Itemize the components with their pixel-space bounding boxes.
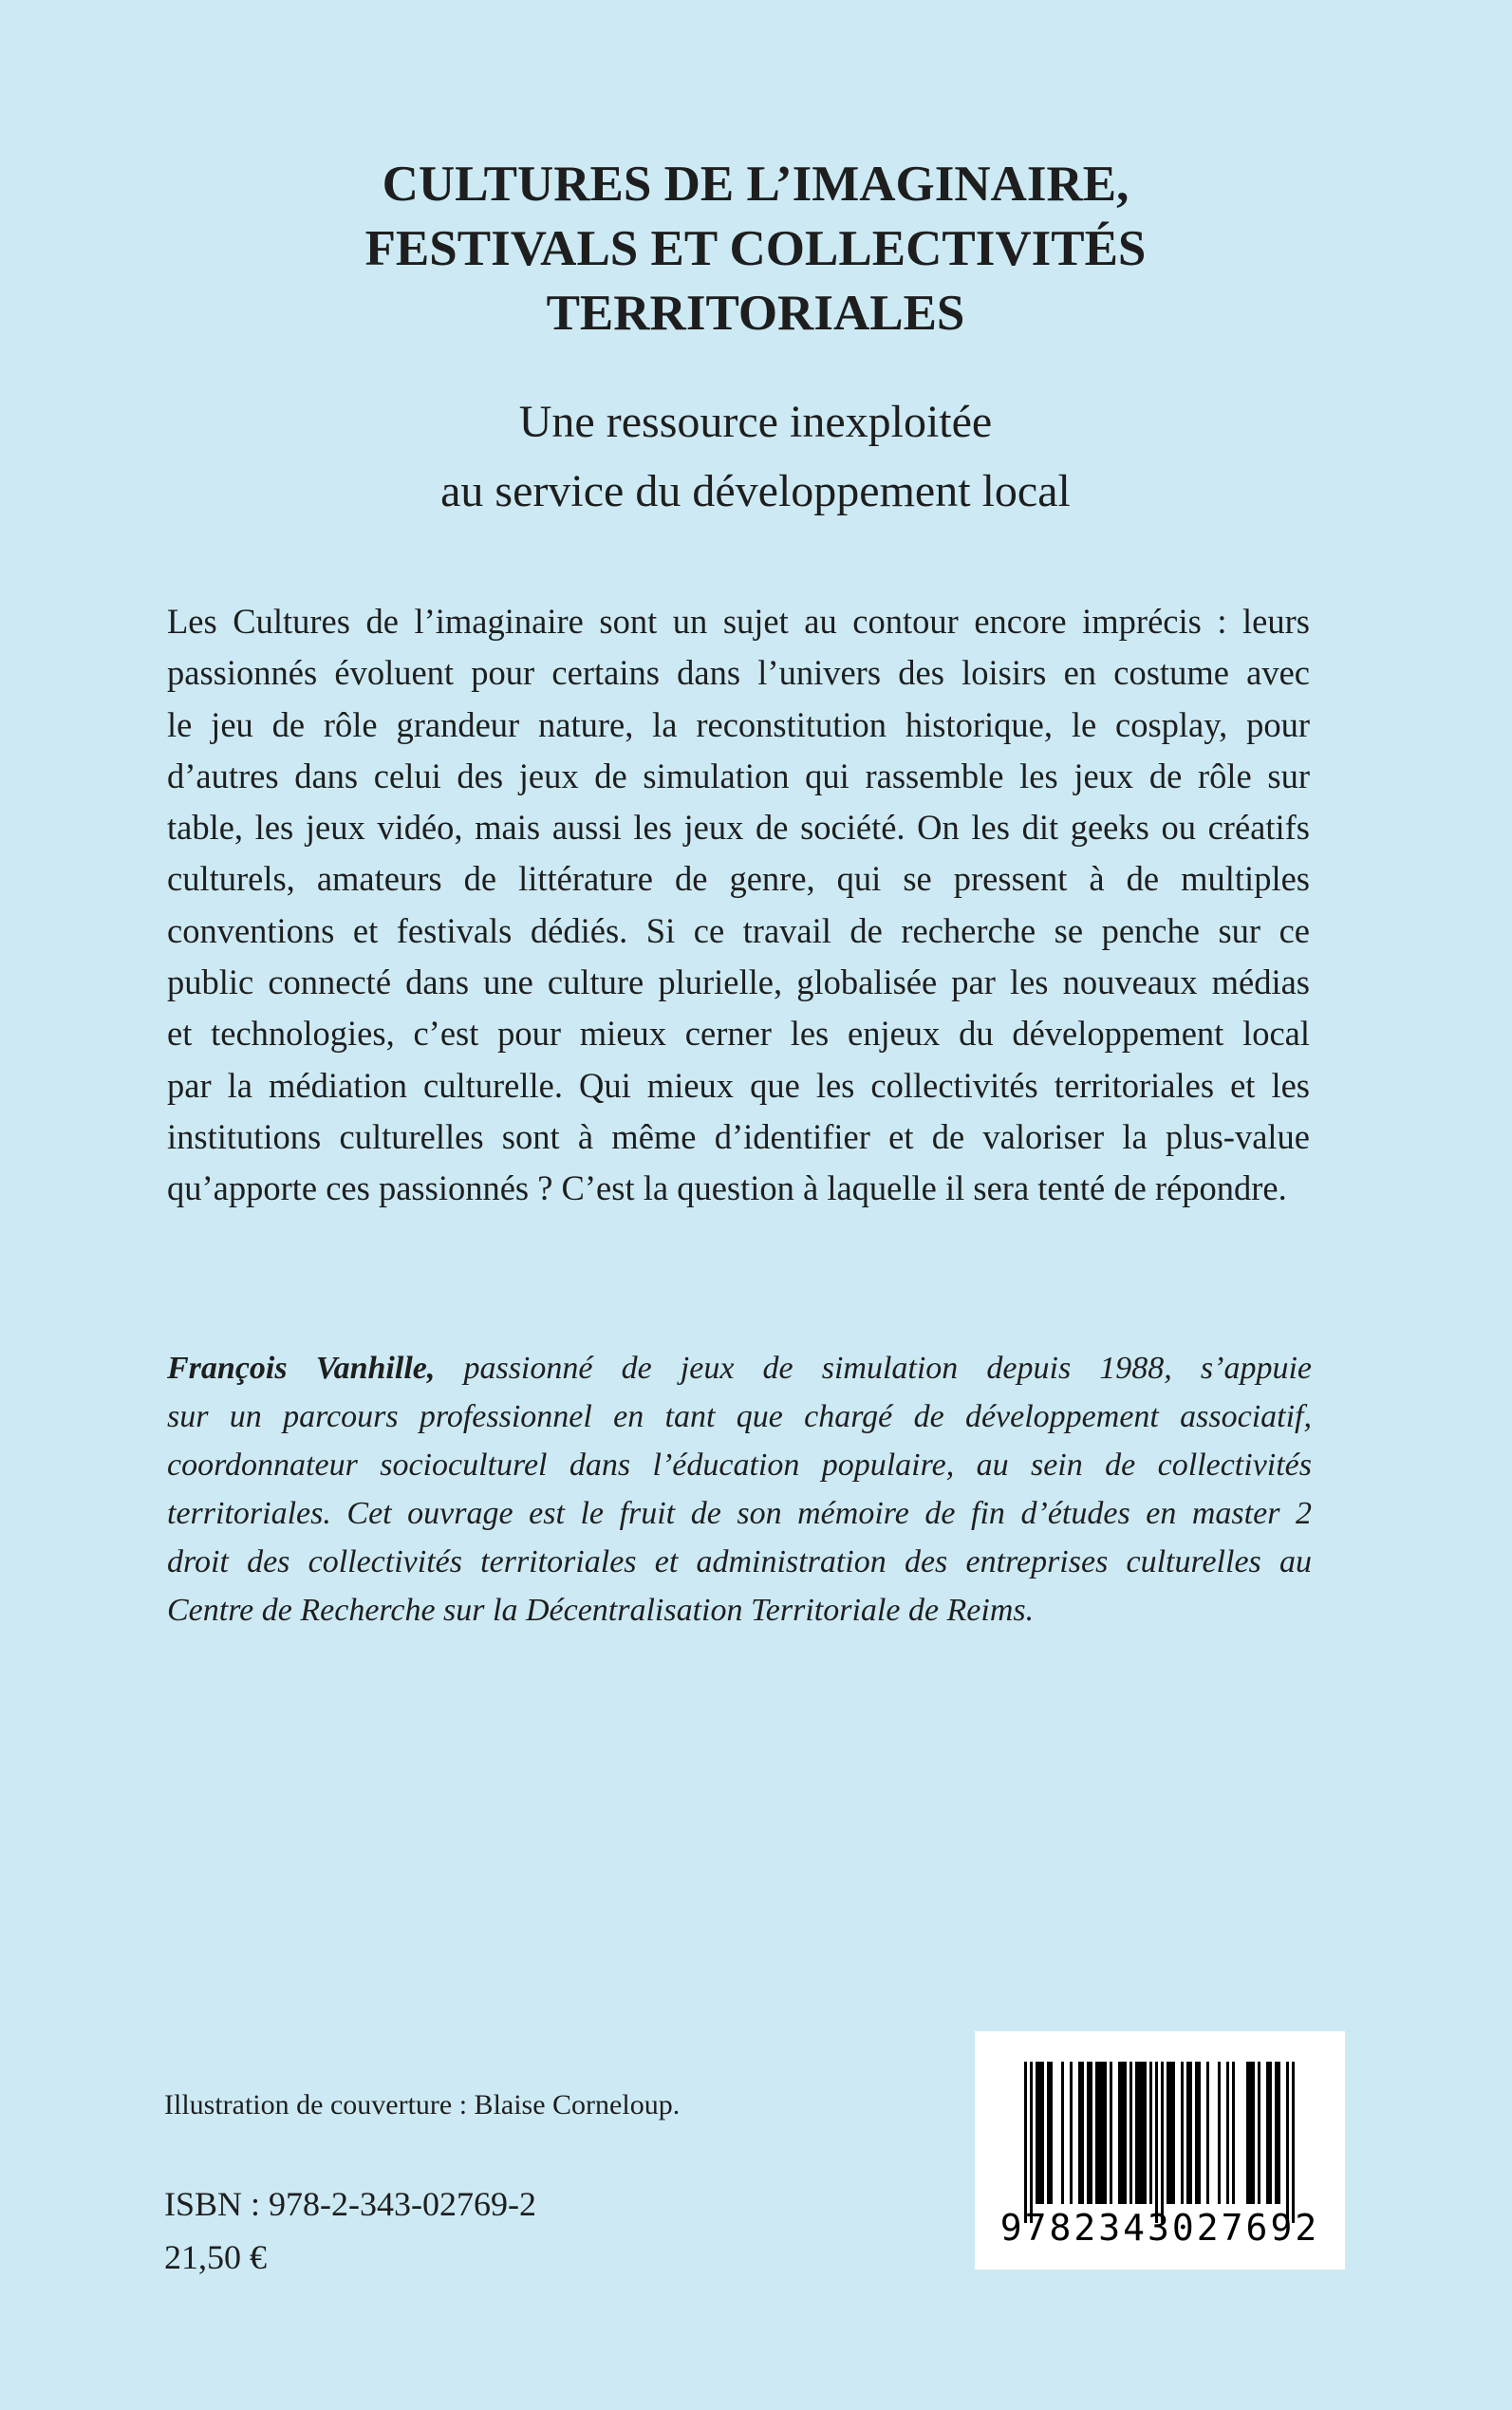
barcode-bar xyxy=(1024,2062,1027,2223)
barcode-bar xyxy=(1047,2062,1050,2204)
barcode-bar xyxy=(1181,2062,1184,2204)
barcode-bar xyxy=(1101,2062,1104,2204)
author-line: coordonnateur socioculturel dans l’éducation populaire, au sein de collectivités xyxy=(167,1448,1312,1483)
barcode-bar xyxy=(1036,2062,1038,2204)
barcode-bar xyxy=(1087,2062,1090,2204)
barcode-bar xyxy=(1292,2062,1295,2223)
summary-line: institutions culturelles sont à même d’identifier et de valoriser la plus-value xyxy=(167,1116,1310,1156)
barcode-bar xyxy=(1050,2062,1053,2204)
summary-line: par la médiation culturelle. Qui mieux que les collectivités territoriales et les xyxy=(167,1065,1310,1105)
summary-line: Les Cultures de l’imaginaire sont un sujet au contour encore imprécis : leurs xyxy=(167,602,1310,641)
barcode-bar xyxy=(1118,2062,1121,2204)
barcode-bar xyxy=(1206,2062,1209,2204)
barcode-bar xyxy=(1124,2062,1127,2204)
barcode-bar xyxy=(1266,2062,1269,2204)
barcode-bar xyxy=(1104,2062,1107,2204)
summary-line: public connecté dans une culture plurielle, globalisée par les nouveaux médias xyxy=(167,962,1310,1002)
title-line: CULTURES DE L’IMAGINAIRE, xyxy=(382,157,1129,212)
summary-line: et technologies, c’est pour mieux cerner les enjeux du développement local xyxy=(167,1014,1310,1054)
author-line xyxy=(167,1344,1312,1392)
barcode-bar xyxy=(1135,2062,1138,2204)
barcode-bar xyxy=(1155,2062,1158,2223)
summary-line: culturels, amateurs de littérature de genre, qui se pressent à de multiples xyxy=(167,859,1310,899)
title-line: TERRITORIALES xyxy=(546,286,965,341)
barcode-bar xyxy=(1186,2062,1189,2204)
barcode-bar xyxy=(1090,2062,1092,2204)
barcode-bar xyxy=(1226,2062,1229,2204)
summary-line: le jeu de rôle grandeur nature, la reconstitution historique, le cosplay, pour xyxy=(167,704,1310,744)
barcode-bar xyxy=(1169,2062,1172,2204)
author-line-text: passionné de jeux de simulation depuis 1988, s’appuie xyxy=(435,1351,1312,1386)
summary-line: table, les jeux vidéo, mais aussi les jeux de société. On les dit geeks ou créatifs xyxy=(167,808,1310,848)
barcode-bar xyxy=(1138,2062,1141,2204)
barcode-bar xyxy=(1030,2062,1033,2223)
barcode-bar xyxy=(1149,2062,1152,2204)
author-name: François Vanhille, xyxy=(167,1351,436,1386)
barcode-bar xyxy=(1198,2062,1201,2204)
barcode-bar xyxy=(1144,2062,1147,2204)
barcode-bar xyxy=(1129,2062,1132,2204)
barcode-bar xyxy=(1095,2062,1098,2204)
barcode-bar xyxy=(1286,2062,1289,2223)
author-line: sur un parcours professionnel en tant que chargé de développement associatif, xyxy=(167,1399,1312,1434)
barcode-bar xyxy=(1269,2062,1272,2204)
barcode-bar xyxy=(1038,2062,1041,2204)
summary-line: passionnés évoluent pour certains dans l’univers des loisirs en costume avec xyxy=(167,653,1310,693)
barcode-bar xyxy=(1218,2062,1221,2204)
subtitle-line: Une ressource inexploitée xyxy=(518,397,993,447)
price: 21,50 € xyxy=(164,2238,267,2276)
barcode-bar xyxy=(1252,2062,1255,2204)
barcode-bar xyxy=(1078,2062,1081,2204)
summary-line: qu’apporte ces passionnés ? C’est la question à laquelle il sera tenté de répondre. xyxy=(167,1168,1287,1208)
barcode-bar xyxy=(1258,2062,1260,2204)
barcode-bar xyxy=(1195,2062,1198,2204)
barcode xyxy=(975,2031,1345,2270)
barcode-bar xyxy=(1141,2062,1144,2204)
summary-paragraph xyxy=(167,596,1310,1215)
subtitle-line: au service du développement local xyxy=(440,466,1071,516)
barcode-bar xyxy=(1167,2062,1169,2204)
barcode-bar xyxy=(1189,2062,1192,2204)
author-line: territoriales. Cet ouvrage est le fruit de son mémoire de fin d’études en master 2 xyxy=(167,1496,1312,1531)
barcode-bar xyxy=(1098,2062,1101,2204)
book-title xyxy=(186,152,1325,346)
barcode-bar xyxy=(1121,2062,1124,2204)
book-subtitle xyxy=(186,387,1325,526)
author-line: Centre de Recherche sur la Décentralisation Territoriale de Reims. xyxy=(167,1593,1035,1628)
barcode-bar xyxy=(1161,2062,1164,2223)
barcode-digits: 9782343027692 xyxy=(999,2207,1320,2249)
barcode-bar xyxy=(1070,2062,1073,2204)
cover-illustration-credit: Illustration de couverture : Blaise Corneloup. xyxy=(164,2089,681,2120)
barcode-bar xyxy=(1081,2062,1084,2204)
barcode-bar xyxy=(1246,2062,1249,2204)
barcode-bar xyxy=(1278,2062,1280,2204)
isbn: ISBN : 978-2-343-02769-2 xyxy=(164,2185,536,2223)
barcode-bar xyxy=(1172,2062,1175,2204)
barcode-bar xyxy=(1061,2062,1064,2204)
barcode-bar xyxy=(1232,2062,1235,2204)
summary-line: conventions et festivals dédiés. Si ce travail de recherche se penche sur ce xyxy=(167,910,1310,950)
title-line: FESTIVALS ET COLLECTIVITÉS xyxy=(364,221,1147,276)
barcode-bar xyxy=(1275,2062,1278,2204)
author-bio xyxy=(167,1344,1312,1635)
barcode-bar xyxy=(1249,2062,1252,2204)
barcode-bar xyxy=(1041,2062,1044,2204)
summary-line: d’autres dans celui des jeux de simulation qui rassemble les jeux de rôle sur xyxy=(167,756,1310,795)
barcode-bar xyxy=(1110,2062,1112,2204)
author-line: droit des collectivités territoriales et administration des entreprises culturelles au xyxy=(167,1544,1312,1579)
